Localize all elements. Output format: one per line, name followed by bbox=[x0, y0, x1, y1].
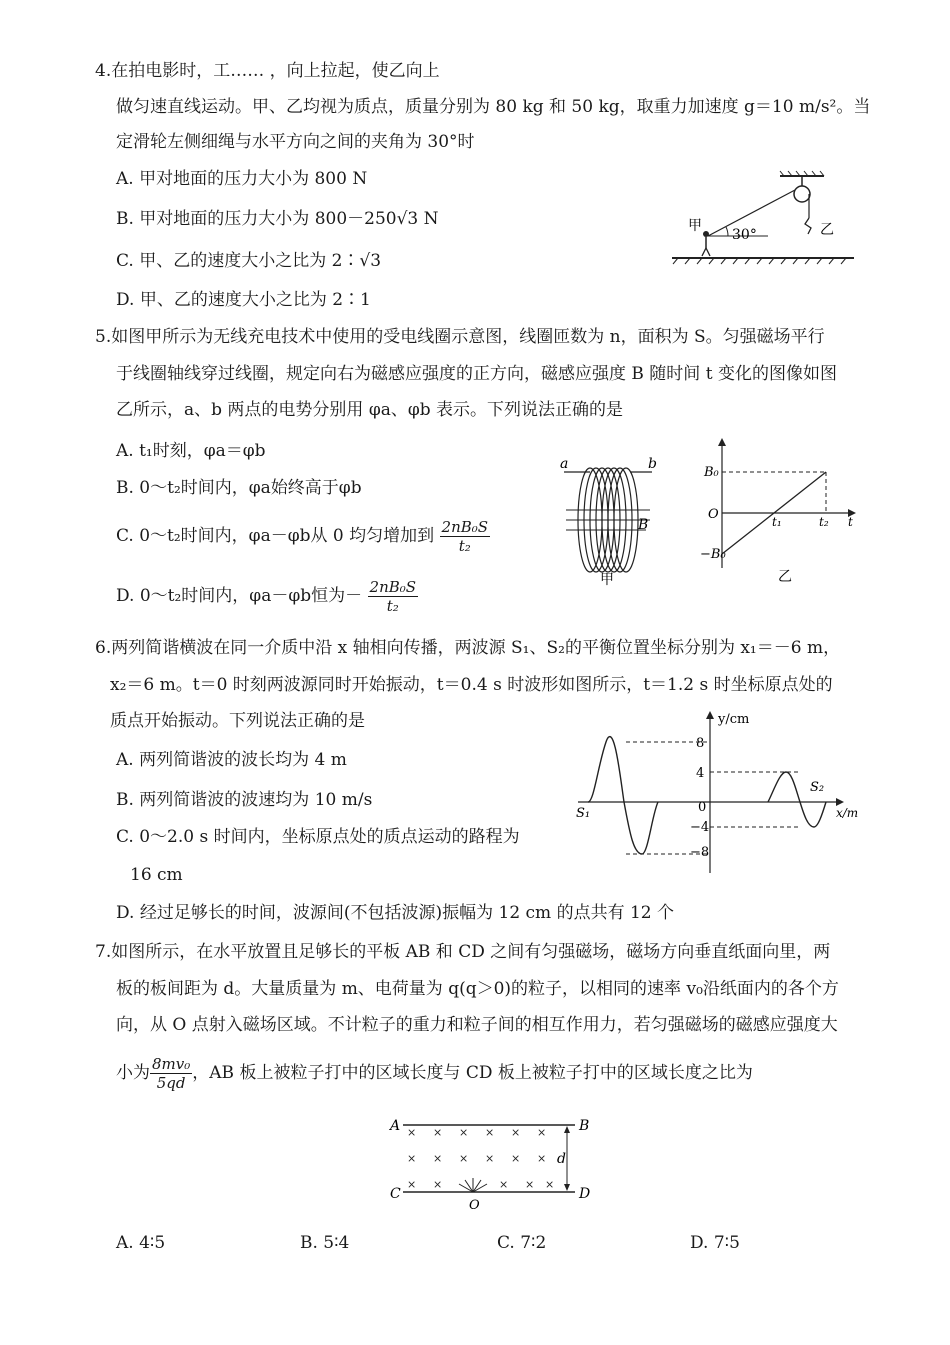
q7-cross: × bbox=[499, 1178, 509, 1191]
q6-yn4: −4 bbox=[690, 820, 710, 835]
q7-cross: × bbox=[433, 1152, 443, 1165]
q7-cross: × bbox=[485, 1126, 495, 1139]
q7-frac-den: 5qd bbox=[156, 1074, 186, 1092]
q7-line-3: 向，从 O 点射入磁场区域。不计粒子的重力和粒子间的相互作用力，若匀强磁场的磁感应强度大 bbox=[116, 1015, 838, 1035]
q5-line-3: 乙所示，a、b 两点的电势分别用 φa、φb 表示。下列说法正确的是 bbox=[116, 400, 624, 420]
q7-label-O: O bbox=[469, 1198, 480, 1212]
q6-ylabel: y/cm bbox=[718, 712, 750, 727]
q7-line-1: 7.如图所示，在水平放置且足够长的平板 AB 和 CD 之间有匀强磁场，磁场方向垂直纸面向里，两 bbox=[95, 942, 831, 962]
q6-option-b: B. 两列简谐波的波速均为 10 m/s bbox=[116, 790, 373, 810]
q5-frac-d-num: 2nB₀S bbox=[369, 578, 417, 596]
q5-option-c-text: C. 0～t₂时间内，φa－φb从 0 均匀增加到 bbox=[116, 526, 435, 546]
q7-label-B: B bbox=[579, 1118, 590, 1134]
q5-option-c bbox=[116, 518, 490, 555]
q7-option-a: A. 4∶5 bbox=[116, 1233, 166, 1253]
q6-option-c-cont: 16 cm bbox=[130, 865, 183, 885]
q7-line-4-start: 小为 bbox=[116, 1063, 150, 1083]
q7-frac-num: 8mv₀ bbox=[152, 1055, 191, 1073]
q5-option-d bbox=[116, 578, 418, 615]
q7-label-C: C bbox=[390, 1186, 401, 1202]
q5-label-B: B bbox=[638, 517, 649, 533]
q5-option-d-text: D. 0～t₂时间内，φa－φb恒为－ bbox=[116, 586, 363, 606]
q5-bt-graph bbox=[700, 436, 860, 586]
q6-label-s2: S₂ bbox=[810, 780, 825, 795]
q4-option-c: C. 甲、乙的速度大小之比为 2∶√3 bbox=[116, 251, 382, 271]
q4-option-a: A. 甲对地面的压力大小为 800 N bbox=[116, 169, 368, 189]
q6-wave-figure bbox=[568, 705, 863, 880]
q7-cross: × bbox=[525, 1178, 535, 1191]
q4-line-3: 定滑轮左侧细绳与水平方向之间的夹角为 30°时 bbox=[116, 132, 475, 152]
q5-option-c-fraction bbox=[440, 518, 491, 555]
q6-line-1: 6.两列简谐横波在同一介质中沿 x 轴相向传播，两波源 S₁、S₂的平衡位置坐标分别为 x₁＝－6 m， bbox=[95, 638, 841, 658]
q4-label-yi: 乙 bbox=[820, 222, 834, 238]
q4-angle-label: 30° bbox=[732, 227, 757, 243]
q6-y0: 0 bbox=[698, 800, 707, 815]
q5-line-2: 于线圈轴线穿过线圈，规定向右为磁感应强度的正方向，磁感应强度 B 随时间 t 变化的图像如图 bbox=[116, 364, 837, 384]
q7-cross: × bbox=[459, 1126, 469, 1139]
q7-cross: × bbox=[537, 1126, 547, 1139]
q5-caption-yi: 乙 bbox=[778, 569, 792, 585]
q6-yn8: −8 bbox=[690, 845, 710, 860]
q7-line-2: 板的板间距为 d。大量质量为 m、电荷量为 q(q＞0)的粒子，以相同的速率 v₀沿纸面内的各个方 bbox=[116, 979, 839, 999]
q7-line-4 bbox=[116, 1054, 753, 1092]
q6-y4: 4 bbox=[696, 766, 705, 781]
q7-option-c: C. 7∶2 bbox=[497, 1233, 547, 1253]
q7-cross: × bbox=[511, 1126, 521, 1139]
q5-label-O: O bbox=[708, 507, 719, 522]
q7-option-d: D. 7∶5 bbox=[690, 1233, 740, 1253]
q7-cross: × bbox=[433, 1178, 443, 1191]
q5-label-t2: t₂ bbox=[819, 515, 829, 529]
q5-frac-d-den: t₂ bbox=[386, 597, 399, 615]
q7-label-d: d bbox=[557, 1151, 566, 1167]
q5-option-d-fraction bbox=[368, 578, 419, 615]
q7-cross: × bbox=[407, 1152, 417, 1165]
q7-cross: × bbox=[485, 1152, 495, 1165]
q5-label-b: b bbox=[648, 456, 657, 472]
q7-cross: × bbox=[407, 1178, 417, 1191]
q7-cross: × bbox=[459, 1152, 469, 1165]
q6-line-3: 质点开始振动。下列说法正确的是 bbox=[110, 711, 365, 731]
q6-label-s1: S₁ bbox=[576, 806, 591, 821]
q5-frac-c-num: 2nB₀S bbox=[441, 518, 489, 536]
q7-cross: × bbox=[537, 1152, 547, 1165]
q4-label-jia: 甲 bbox=[688, 218, 702, 234]
q5-option-a: A. t₁时刻，φa＝φb bbox=[116, 441, 266, 461]
q5-option-b: B. 0～t₂时间内，φa始终高于φb bbox=[116, 478, 362, 498]
q4-line-1: 4.在拍电影时，工…… ，向上拉起，使乙向上 bbox=[95, 61, 440, 81]
q7-cross: × bbox=[545, 1178, 555, 1191]
q7-cross: × bbox=[511, 1152, 521, 1165]
q4-option-b: B. 甲对地面的压力大小为 800－250√3 N bbox=[116, 209, 439, 229]
q7-label-D: D bbox=[579, 1186, 591, 1202]
q4-pulley-figure bbox=[668, 168, 858, 278]
q5-label-B0: B₀ bbox=[704, 465, 719, 480]
q5-caption-jia: 甲 bbox=[600, 572, 614, 588]
q5-frac-c-den: t₂ bbox=[458, 537, 471, 555]
q5-label-t: t bbox=[848, 515, 853, 529]
q7-label-A: A bbox=[390, 1118, 401, 1134]
q5-coil-figure bbox=[550, 450, 670, 590]
q6-line-2: x₂＝6 m。t＝0 时刻两波源同时开始振动，t＝0.4 s 时波形如图所示，t＝1.2 s 时坐标原点处的 bbox=[110, 675, 833, 695]
q6-xlabel: x/m bbox=[836, 806, 859, 820]
q6-option-c: C. 0～2.0 s 时间内，坐标原点处的质点运动的路程为 bbox=[116, 827, 520, 847]
q7-plates-figure bbox=[385, 1112, 600, 1212]
q7-option-b: B. 5∶4 bbox=[300, 1233, 350, 1253]
q7-fraction bbox=[150, 1055, 192, 1092]
q6-y8: 8 bbox=[696, 736, 705, 751]
q4-line-2: 做匀速直线运动。甲、乙均视为质点，质量分别为 80 kg 和 50 kg，取重力加速度 g＝10 m/s²。当 bbox=[116, 97, 871, 117]
q4-option-d: D. 甲、乙的速度大小之比为 2∶1 bbox=[116, 290, 371, 310]
q6-option-a: A. 两列简谐波的波长均为 4 m bbox=[116, 750, 347, 770]
q5-label-negB0: −B₀ bbox=[700, 547, 726, 562]
q5-line-1: 5.如图甲所示为无线充电技术中使用的受电线圈示意图，线圈匝数为 n，面积为 S。匀强磁场平行 bbox=[95, 327, 825, 347]
q7-cross: × bbox=[407, 1126, 417, 1139]
q7-cross: × bbox=[433, 1126, 443, 1139]
q6-option-d: D. 经过足够长的时间，波源间(不包括波源)振幅为 12 cm 的点共有 12 个 bbox=[116, 903, 675, 923]
q5-label-t1: t₁ bbox=[772, 515, 782, 529]
q7-line-4-end: ，AB 板上被粒子打中的区域长度与 CD 板上被粒子打中的区域长度之比为 bbox=[192, 1063, 753, 1083]
q5-label-a: a bbox=[560, 456, 569, 472]
